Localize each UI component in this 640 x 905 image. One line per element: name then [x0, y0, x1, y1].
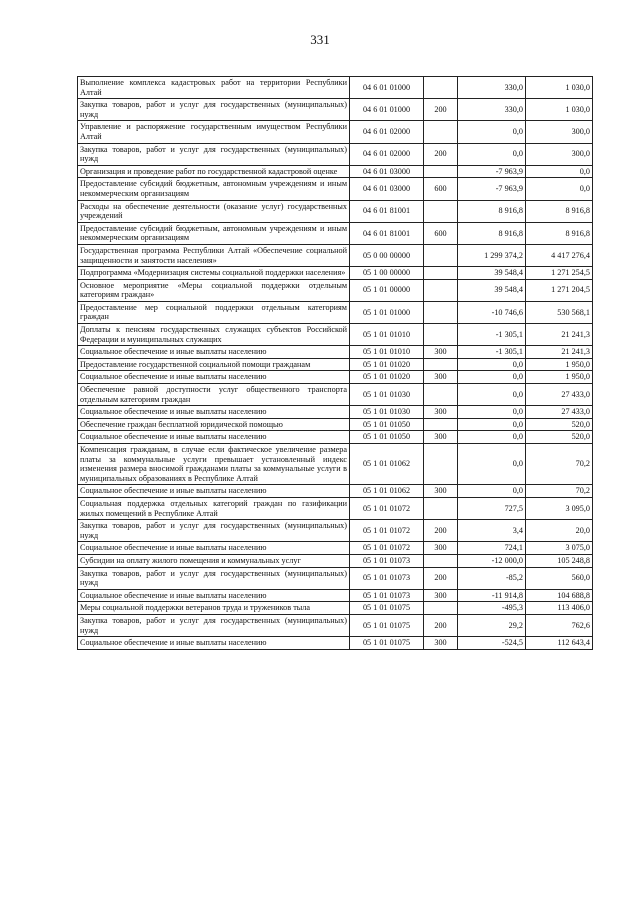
row-value-1: 0,0 [458, 371, 526, 384]
row-name: Основное мероприятие «Меры социальной поддержки отдельным категориям граждан» [78, 279, 350, 301]
row-name: Социальное обеспечение и иные выплаты населению [78, 637, 350, 650]
row-expense-type [424, 444, 458, 485]
row-code: 05 1 01 01073 [350, 567, 424, 589]
row-value-1: 0,0 [458, 384, 526, 406]
row-name: Выполнение комплекса кадастровых работ на территории Республики Алтай [78, 77, 350, 99]
row-expense-type [424, 554, 458, 567]
row-value-2: 27 433,0 [526, 406, 593, 419]
row-expense-type: 300 [424, 431, 458, 444]
row-value-1: -11 914,8 [458, 589, 526, 602]
row-expense-type: 300 [424, 542, 458, 555]
table-row [78, 165, 593, 178]
row-code: 04 6 01 01000 [350, 99, 424, 121]
row-expense-type [424, 279, 458, 301]
table-row [78, 602, 593, 615]
row-name: Предоставление государственной социальной помощи гражданам [78, 358, 350, 371]
row-expense-type: 600 [424, 222, 458, 244]
row-expense-type [424, 121, 458, 143]
row-expense-type [424, 244, 458, 266]
row-value-2: 762,6 [526, 614, 593, 636]
row-value-1: 0,0 [458, 431, 526, 444]
row-name: Государственная программа Республики Алтай «Обеспечение социальной защищенности и занятости населения» [78, 244, 350, 266]
table-row [78, 301, 593, 323]
row-value-1: 0,0 [458, 485, 526, 498]
row-name: Социальное обеспечение и иные выплаты населению [78, 431, 350, 444]
row-value-1: 727,5 [458, 497, 526, 519]
row-value-1: 39 548,4 [458, 279, 526, 301]
row-value-2: 1 271 204,5 [526, 279, 593, 301]
row-code: 05 1 01 01073 [350, 554, 424, 567]
row-value-2: 8 916,8 [526, 200, 593, 222]
row-value-2: 1 030,0 [526, 77, 593, 99]
table-row [78, 567, 593, 589]
row-expense-type: 200 [424, 614, 458, 636]
row-expense-type [424, 267, 458, 280]
row-value-1: -85,2 [458, 567, 526, 589]
row-code: 04 6 01 03000 [350, 165, 424, 178]
row-value-2: 112 643,4 [526, 637, 593, 650]
table-row [78, 497, 593, 519]
row-code: 05 1 01 01010 [350, 346, 424, 359]
row-value-2: 1 030,0 [526, 99, 593, 121]
table-row [78, 279, 593, 301]
row-name: Социальная поддержка отдельных категорий граждан по газификации жилых помещений в Республике Алтай [78, 497, 350, 519]
row-value-2: 1 950,0 [526, 371, 593, 384]
table-row [78, 589, 593, 602]
row-name: Социальное обеспечение и иные выплаты населению [78, 406, 350, 419]
table-row [78, 406, 593, 419]
table-row [78, 178, 593, 200]
table-row [78, 384, 593, 406]
row-expense-type: 300 [424, 406, 458, 419]
row-value-1: -1 305,1 [458, 346, 526, 359]
row-value-1: 29,2 [458, 614, 526, 636]
row-value-2: 300,0 [526, 143, 593, 165]
row-code: 05 1 00 00000 [350, 267, 424, 280]
row-expense-type [424, 497, 458, 519]
row-value-1: 330,0 [458, 77, 526, 99]
row-value-1: 330,0 [458, 99, 526, 121]
row-code: 05 1 01 01030 [350, 384, 424, 406]
row-value-1: 8 916,8 [458, 200, 526, 222]
row-value-2: 3 075,0 [526, 542, 593, 555]
row-code: 05 1 01 01000 [350, 301, 424, 323]
row-expense-type [424, 418, 458, 431]
row-expense-type [424, 200, 458, 222]
row-code: 04 6 01 81001 [350, 222, 424, 244]
row-code: 05 1 01 01010 [350, 324, 424, 346]
row-code: 05 1 01 01072 [350, 497, 424, 519]
row-name: Закупка товаров, работ и услуг для государственных (муниципальных) нужд [78, 614, 350, 636]
table-row [78, 324, 593, 346]
row-value-1: -10 746,6 [458, 301, 526, 323]
row-value-2: 1 271 254,5 [526, 267, 593, 280]
row-name: Социальное обеспечение и иные выплаты населению [78, 542, 350, 555]
row-expense-type [424, 165, 458, 178]
row-name: Предоставление мер социальной поддержки отдельным категориям граждан [78, 301, 350, 323]
table-row [78, 637, 593, 650]
row-code: 05 1 01 01072 [350, 542, 424, 555]
table-row [78, 121, 593, 143]
row-value-2: 21 241,3 [526, 346, 593, 359]
row-name: Социальное обеспечение и иные выплаты населению [78, 346, 350, 359]
row-expense-type [424, 602, 458, 615]
row-value-1: 0,0 [458, 418, 526, 431]
table-row [78, 143, 593, 165]
row-name: Субсидии на оплату жилого помещения и коммунальных услуг [78, 554, 350, 567]
row-name: Компенсация гражданам, в случае если фактическое увеличение размера платы за коммунальные услуги превышает установленный индекс изменения размера вносимой гражданами платы за коммунальные услуги в муниципальных образованиях в Республике Алтай [78, 444, 350, 485]
row-value-2: 530 568,1 [526, 301, 593, 323]
row-name: Доплаты к пенсиям государственных служащих субъектов Российской Федерации и муниципальных служащих [78, 324, 350, 346]
row-expense-type: 200 [424, 520, 458, 542]
table-row [78, 554, 593, 567]
row-code: 05 1 01 01072 [350, 520, 424, 542]
row-expense-type [424, 324, 458, 346]
table-row [78, 542, 593, 555]
budget-table-body [78, 77, 593, 650]
row-expense-type: 200 [424, 567, 458, 589]
row-expense-type [424, 301, 458, 323]
row-expense-type: 600 [424, 178, 458, 200]
row-code: 04 6 01 02000 [350, 121, 424, 143]
row-expense-type: 300 [424, 346, 458, 359]
row-code: 04 6 01 03000 [350, 178, 424, 200]
table-row [78, 244, 593, 266]
table-row [78, 418, 593, 431]
row-value-2: 560,0 [526, 567, 593, 589]
table-row [78, 485, 593, 498]
row-name: Подпрограмма «Модернизация системы социальной поддержки населения» [78, 267, 350, 280]
row-name: Закупка товаров, работ и услуг для государственных (муниципальных) нужд [78, 99, 350, 121]
table-row [78, 267, 593, 280]
row-expense-type: 200 [424, 143, 458, 165]
row-value-2: 113 406,0 [526, 602, 593, 615]
row-value-1: -7 963,9 [458, 165, 526, 178]
row-value-2: 70,2 [526, 444, 593, 485]
budget-table [77, 76, 593, 650]
row-value-2: 0,0 [526, 178, 593, 200]
row-value-1: -7 963,9 [458, 178, 526, 200]
row-value-2: 3 095,0 [526, 497, 593, 519]
table-row [78, 77, 593, 99]
row-name: Обеспечение граждан бесплатной юридической помощью [78, 418, 350, 431]
table-row [78, 99, 593, 121]
row-name: Закупка товаров, работ и услуг для государственных (муниципальных) нужд [78, 520, 350, 542]
row-expense-type [424, 358, 458, 371]
row-expense-type [424, 384, 458, 406]
row-value-2: 520,0 [526, 418, 593, 431]
row-value-2: 0,0 [526, 165, 593, 178]
row-name: Социальное обеспечение и иные выплаты населению [78, 371, 350, 384]
row-code: 05 1 01 01020 [350, 371, 424, 384]
row-name: Закупка товаров, работ и услуг для государственных (муниципальных) нужд [78, 567, 350, 589]
row-code: 04 6 01 02000 [350, 143, 424, 165]
table-row [78, 200, 593, 222]
row-name: Предоставление субсидий бюджетным, автономным учреждениям и иным некоммерческим организациям [78, 178, 350, 200]
row-value-2: 4 417 276,4 [526, 244, 593, 266]
row-name: Меры социальной поддержки ветеранов труда и тружеников тыла [78, 602, 350, 615]
row-value-1: 0,0 [458, 121, 526, 143]
row-value-2: 20,0 [526, 520, 593, 542]
row-code: 05 1 01 01050 [350, 431, 424, 444]
row-value-1: 39 548,4 [458, 267, 526, 280]
row-value-1: 724,1 [458, 542, 526, 555]
row-value-1: -1 305,1 [458, 324, 526, 346]
table-row [78, 371, 593, 384]
row-value-2: 300,0 [526, 121, 593, 143]
row-value-1: -12 000,0 [458, 554, 526, 567]
row-value-1: 0,0 [458, 358, 526, 371]
row-code: 05 1 01 01075 [350, 602, 424, 615]
row-name: Расходы на обеспечение деятельности (оказание услуг) государственных учреждений [78, 200, 350, 222]
row-value-1: 8 916,8 [458, 222, 526, 244]
row-value-1: 0,0 [458, 406, 526, 419]
row-value-2: 70,2 [526, 485, 593, 498]
row-value-1: 0,0 [458, 143, 526, 165]
row-code: 05 1 01 01020 [350, 358, 424, 371]
table-row [78, 358, 593, 371]
row-value-2: 1 950,0 [526, 358, 593, 371]
table-row [78, 346, 593, 359]
row-name: Закупка товаров, работ и услуг для государственных (муниципальных) нужд [78, 143, 350, 165]
row-code: 05 1 01 01030 [350, 406, 424, 419]
row-code: 04 6 01 01000 [350, 77, 424, 99]
row-code: 05 1 01 01062 [350, 444, 424, 485]
row-value-1: 1 299 374,2 [458, 244, 526, 266]
row-code: 05 1 01 00000 [350, 279, 424, 301]
table-row [78, 520, 593, 542]
table-row [78, 444, 593, 485]
table-row [78, 222, 593, 244]
row-code: 05 1 01 01073 [350, 589, 424, 602]
row-name: Обеспечение равной доступности услуг общественного транспорта отдельным категориям граждан [78, 384, 350, 406]
row-value-1: -495,3 [458, 602, 526, 615]
row-code: 04 6 01 81001 [350, 200, 424, 222]
row-name: Социальное обеспечение и иные выплаты населению [78, 589, 350, 602]
row-code: 05 1 01 01075 [350, 637, 424, 650]
table-row [78, 614, 593, 636]
row-code: 05 1 01 01050 [350, 418, 424, 431]
row-value-1: 3,4 [458, 520, 526, 542]
row-code: 05 1 01 01075 [350, 614, 424, 636]
row-value-2: 104 688,8 [526, 589, 593, 602]
row-expense-type: 300 [424, 589, 458, 602]
row-value-2: 8 916,8 [526, 222, 593, 244]
row-name: Социальное обеспечение и иные выплаты населению [78, 485, 350, 498]
row-value-1: 0,0 [458, 444, 526, 485]
row-value-2: 27 433,0 [526, 384, 593, 406]
row-expense-type: 300 [424, 637, 458, 650]
row-value-2: 21 241,3 [526, 324, 593, 346]
row-name: Управление и распоряжение государственным имуществом Республики Алтай [78, 121, 350, 143]
row-value-2: 520,0 [526, 431, 593, 444]
row-name: Предоставление субсидий бюджетным, автономным учреждениям и иным некоммерческим организациям [78, 222, 350, 244]
page-number: 331 [310, 32, 330, 47]
row-code: 05 0 00 00000 [350, 244, 424, 266]
row-code: 05 1 01 01062 [350, 485, 424, 498]
row-expense-type [424, 77, 458, 99]
row-expense-type: 300 [424, 371, 458, 384]
row-value-2: 105 248,8 [526, 554, 593, 567]
row-expense-type: 300 [424, 485, 458, 498]
table-row [78, 431, 593, 444]
row-name: Организация и проведение работ по государственной кадастровой оценке [78, 165, 350, 178]
row-expense-type: 200 [424, 99, 458, 121]
row-value-1: -524,5 [458, 637, 526, 650]
